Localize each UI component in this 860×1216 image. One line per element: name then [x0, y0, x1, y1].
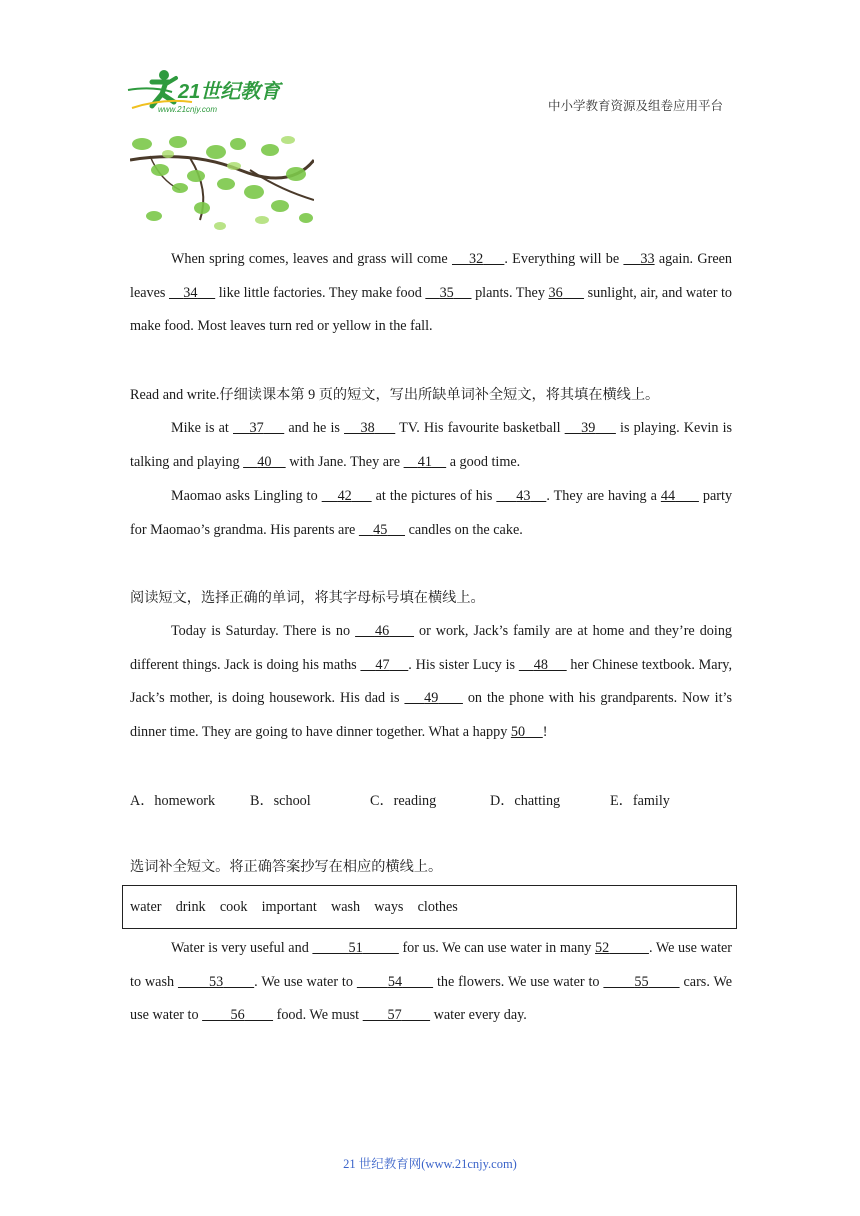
text: ! — [542, 724, 548, 741]
section-heading-fill-words: 选词补全短文。将正确答案抄写在相应的横线上。 — [130, 859, 443, 875]
blank-47[interactable]: 47 — [375, 656, 390, 673]
text: with Jane. They are — [285, 453, 404, 470]
text: . His sister Lucy is — [408, 656, 519, 673]
option-e: E．family — [610, 793, 670, 809]
text: and he is — [284, 420, 345, 436]
blank-55[interactable]: 55 — [634, 973, 649, 990]
text: a good time. — [446, 453, 521, 470]
text: again. Green leaves — [130, 251, 733, 301]
text: on the phone with his grandparents. Now it’s dinner time. They are going to have dinner together. What a happy — [130, 690, 733, 741]
blank-39[interactable]: 39 — [581, 420, 596, 436]
text: TV. His favourite basketball — [395, 420, 565, 436]
site-logo — [122, 68, 290, 116]
text: or work, Jack’s family are at home and they’re doing different things. Jack is doing his maths — [130, 623, 733, 673]
text: sunlight, air, and water to make food. Most leaves turn red or yellow in the fall. — [130, 284, 733, 335]
blank-34[interactable]: 34 — [183, 284, 198, 301]
text: . Everything will be — [504, 251, 624, 267]
leaves-illustration — [130, 130, 314, 236]
text: for us. We can use water in many — [398, 940, 596, 956]
text: candles on the cake. — [405, 521, 523, 538]
word-bank-words: water drink cook important wash ways clothes — [130, 899, 458, 915]
blank-37[interactable]: 37 — [249, 420, 264, 436]
option-a: A．homework — [130, 793, 216, 809]
section-heading-read-write: Read and write.仔细读课本第 9 页的短文，写出所缺单词补全短文，将其填在横线上。 — [130, 387, 660, 403]
blank-35[interactable]: 35 — [439, 284, 454, 301]
text: party for Maomao’s grandma. His parents are — [130, 488, 733, 538]
text: . They are having a — [546, 488, 661, 504]
blank-52[interactable]: 52 — [595, 940, 610, 956]
text: the flowers. We use water to — [433, 973, 604, 990]
text: food. We must — [273, 1007, 363, 1024]
text: cars. We use water to — [130, 973, 733, 1024]
text: her Chinese textbook. Mary, Jack’s mother, is doing housework. His dad is — [130, 656, 733, 707]
blank-45[interactable]: 45 — [373, 521, 388, 538]
text: . We use water to — [254, 973, 357, 990]
blank-36[interactable]: 36 — [548, 284, 563, 301]
blank-48[interactable]: 48 — [533, 656, 548, 673]
blank-54[interactable]: 54 — [387, 973, 403, 990]
text: like little factories. They make food — [215, 284, 426, 301]
text: is playing. Kevin is talking and playing — [130, 420, 733, 470]
blank-50[interactable]: 50 — [510, 724, 526, 741]
blank-40[interactable]: 40 — [257, 453, 272, 470]
footer-link[interactable]: 21 世纪教育网(www.21cnjy.com) — [343, 1157, 517, 1171]
blank-33[interactable]: 33 — [640, 251, 655, 267]
blank-44[interactable]: 44 — [660, 488, 676, 504]
blank-46[interactable]: 46 — [374, 623, 390, 639]
blank-57[interactable]: 57 — [387, 1007, 402, 1024]
blank-53[interactable]: 53 — [208, 973, 224, 990]
passage-mike — [130, 412, 732, 479]
passage-maomao — [130, 480, 732, 547]
runner-logo-icon — [122, 68, 290, 116]
text: Mike is at — [171, 420, 233, 436]
text: When spring comes, leaves and grass will come — [171, 251, 452, 267]
blank-42[interactable]: 42 — [337, 488, 352, 504]
logo-text: 21世纪教育 — [178, 81, 281, 103]
text: water every day. — [430, 1007, 527, 1024]
blank-49[interactable]: 49 — [424, 690, 439, 707]
blank-38[interactable]: 38 — [360, 420, 375, 436]
logo-url: www.21cnjy.com — [158, 105, 217, 114]
text: Today is Saturday. There is no — [171, 623, 356, 639]
section-heading-choose-letter: 阅读短文，选择正确的单词，将其字母标号填在横线上。 — [130, 590, 485, 606]
platform-title: 中小学教育资源及组卷应用平台 — [548, 99, 724, 113]
text: plants. They — [471, 284, 549, 301]
blank-32[interactable]: 32 — [468, 251, 484, 267]
text: . We use water to wash — [130, 940, 733, 990]
text: Maomao asks Lingling to — [171, 488, 322, 504]
option-b: B．school — [250, 793, 311, 809]
passage-spring — [130, 243, 732, 344]
passage-water — [130, 932, 732, 1033]
text: Water is very useful and — [171, 940, 313, 956]
text: at the pictures of his — [371, 488, 497, 504]
option-c: C．reading — [370, 793, 437, 809]
blank-41[interactable]: 41 — [417, 453, 432, 470]
blank-43[interactable]: 43 — [516, 488, 531, 504]
blank-51[interactable]: 51 — [348, 940, 363, 956]
word-bank — [122, 885, 737, 929]
passage-saturday — [130, 615, 732, 750]
option-d: D．chatting — [490, 793, 561, 809]
blank-56[interactable]: 56 — [230, 1007, 245, 1024]
